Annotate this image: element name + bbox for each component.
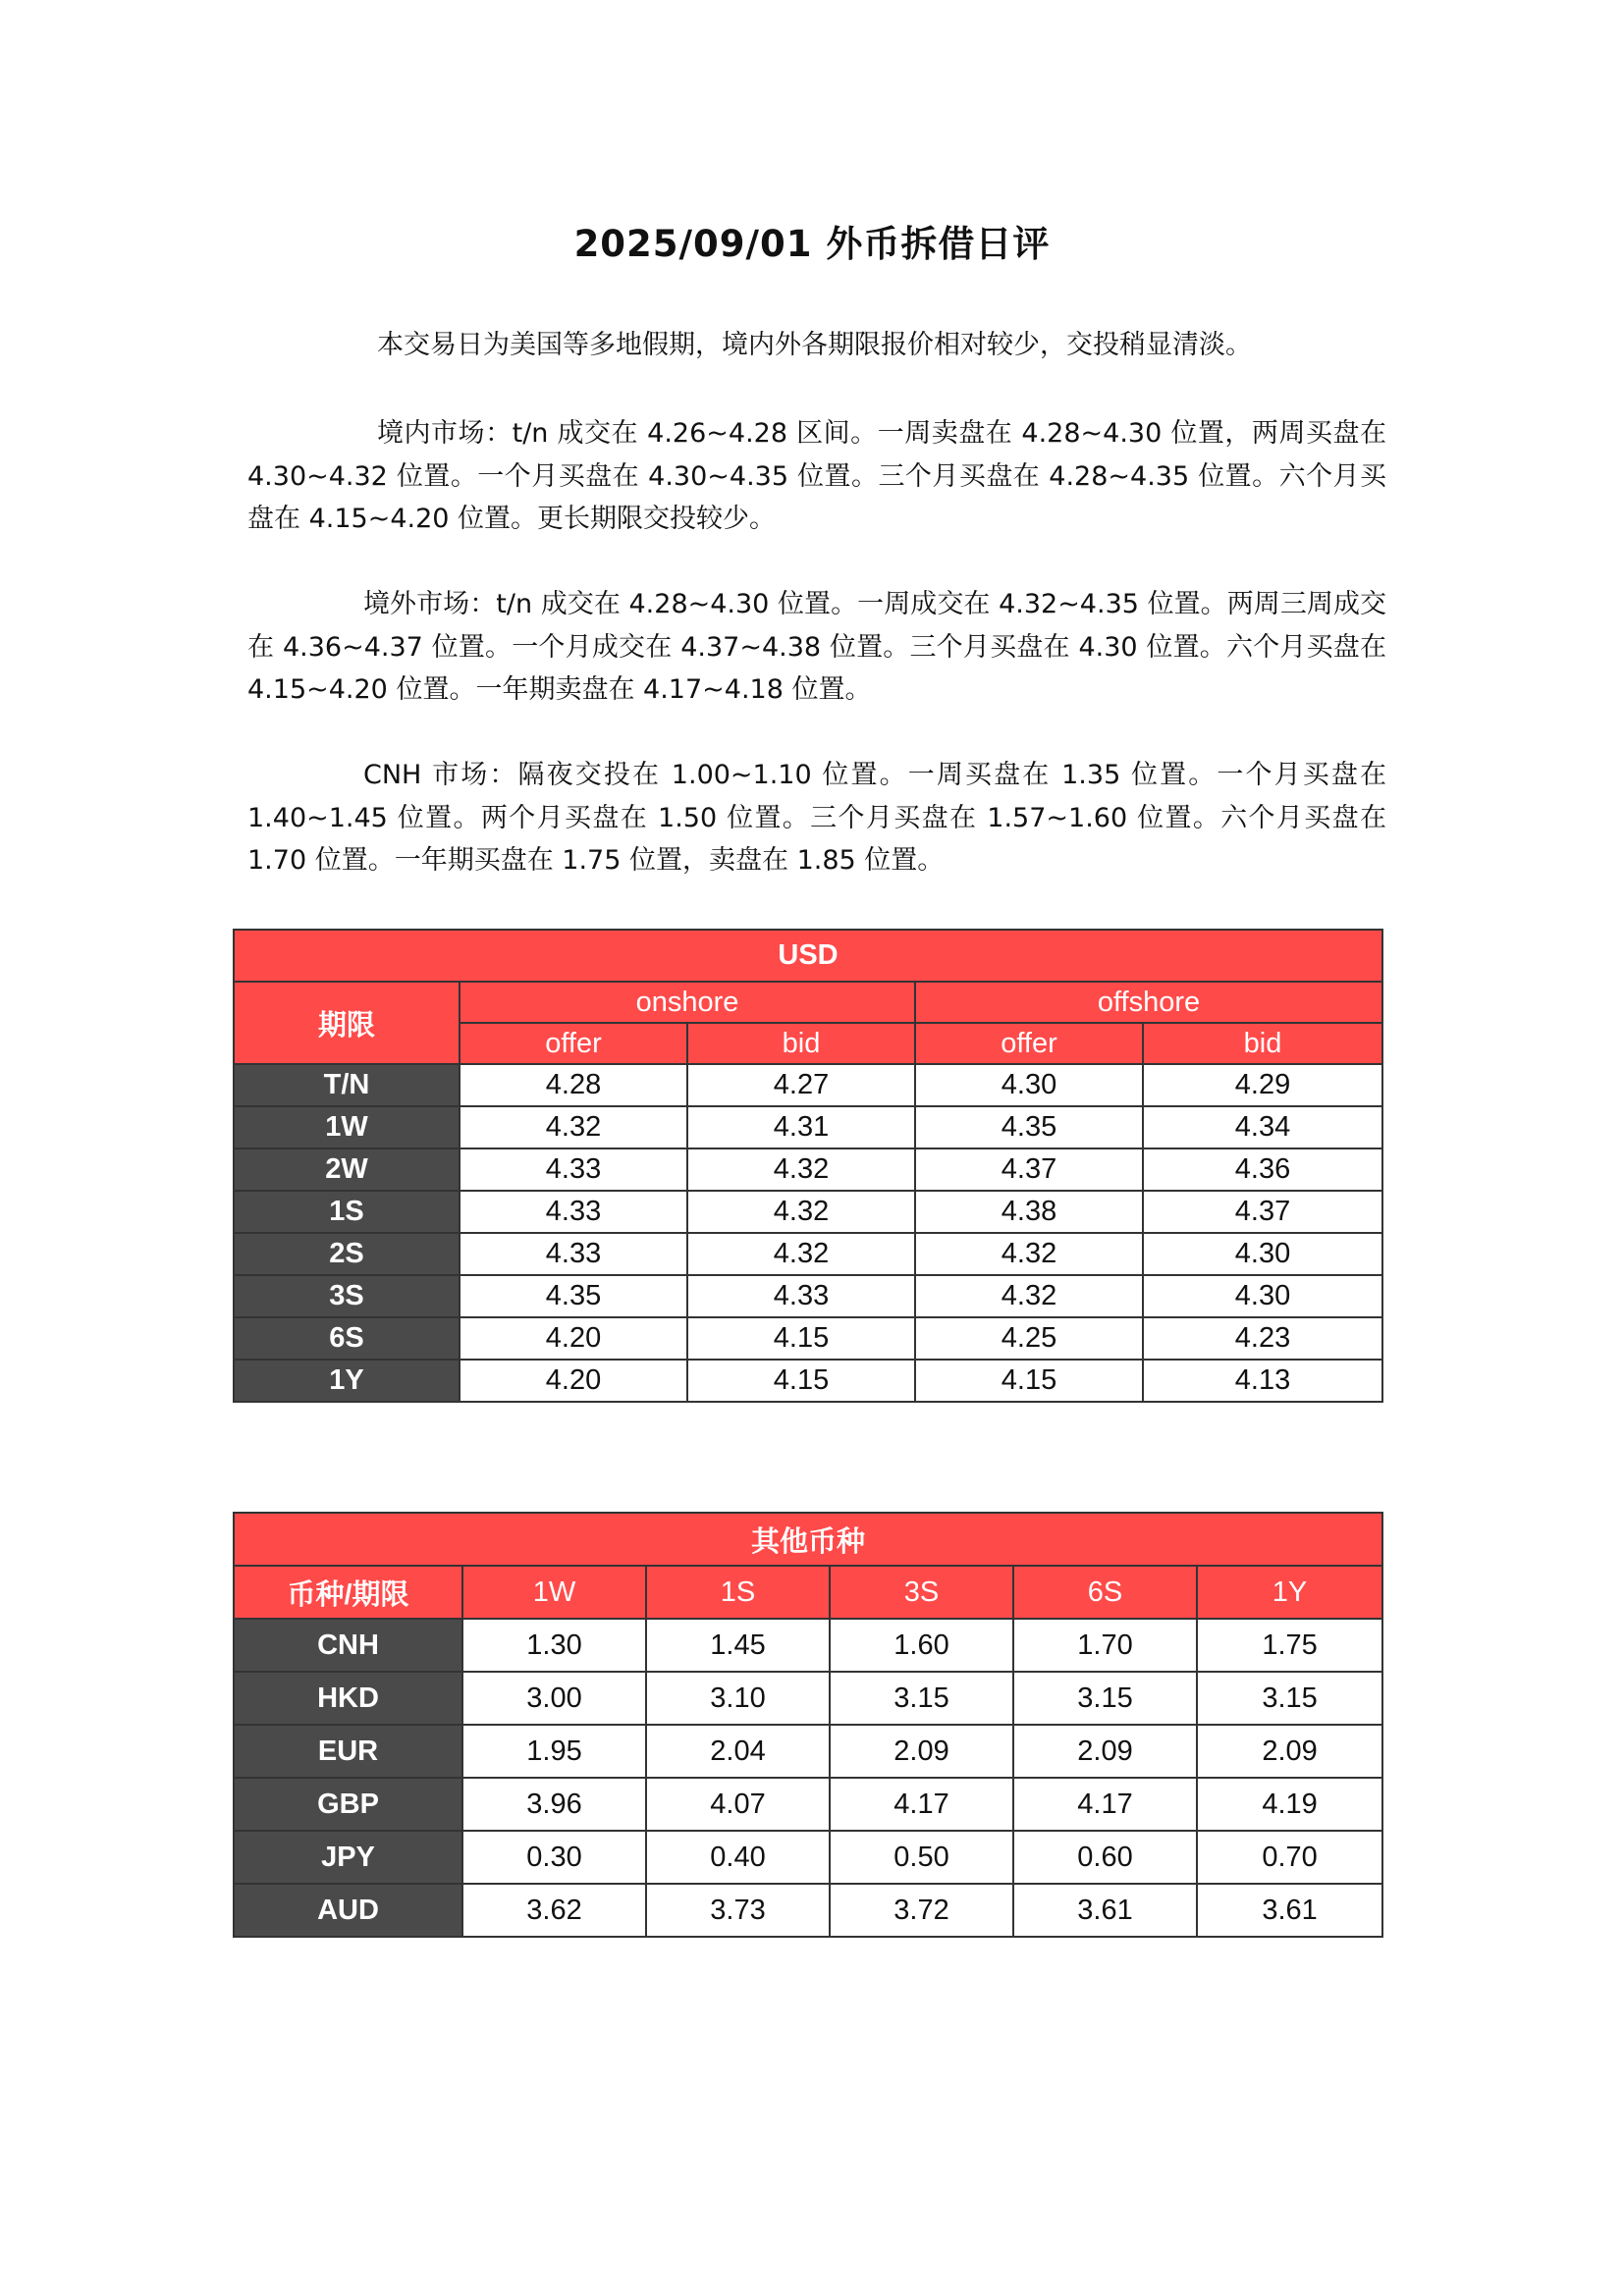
currency-label: JPY [234, 1831, 462, 1884]
rate-cell: 4.30 [1143, 1275, 1382, 1317]
rate-cell: 4.38 [915, 1191, 1143, 1233]
rate-cell: 2.09 [830, 1725, 1013, 1778]
column-header: 1W [462, 1566, 646, 1619]
offshore-header: offshore [915, 982, 1382, 1023]
tenor-header: 期限 [234, 982, 460, 1064]
rate-cell: 3.15 [830, 1672, 1013, 1725]
table-row [234, 1831, 1382, 1884]
page-title: 2025/09/01 外币拆借日评 [573, 223, 1051, 265]
rate-cell: 4.33 [687, 1275, 915, 1317]
summary-paragraph: 本交易日为美国等多地假期，境内外各期限报价相对较少，交投稍显清淡。 [377, 330, 1252, 360]
rate-cell: 0.40 [646, 1831, 830, 1884]
tenor-label: 2S [234, 1233, 460, 1275]
currency-tenor-header: 币种/期限 [234, 1566, 462, 1619]
rate-cell: 4.15 [687, 1317, 915, 1360]
onshore-offer-header: offer [460, 1023, 687, 1064]
table-row [234, 1619, 1382, 1672]
rate-cell: 3.15 [1013, 1672, 1197, 1725]
rate-cell: 3.61 [1013, 1884, 1197, 1937]
rate-cell: 4.33 [460, 1191, 687, 1233]
table-row [234, 1778, 1382, 1831]
rate-cell: 3.96 [462, 1778, 646, 1831]
rate-cell: 4.31 [687, 1106, 915, 1148]
rate-cell: 4.32 [915, 1275, 1143, 1317]
tenor-label: 6S [234, 1317, 460, 1360]
rate-cell: 4.33 [460, 1233, 687, 1275]
rate-cell: 4.35 [915, 1106, 1143, 1148]
tenor-label: T/N [234, 1064, 460, 1106]
rate-cell: 1.70 [1013, 1619, 1197, 1672]
rate-cell: 1.75 [1197, 1619, 1382, 1672]
currency-label: GBP [234, 1778, 462, 1831]
table-row [234, 1725, 1382, 1778]
onshore-market-paragraph: 境内市场：t/n 成交在 4.26~4.28 区间。一周卖盘在 4.28~4.30 位置，两周买盘在 4.30~4.32 位置。一个月买盘在 4.30~4.35 位置。三个月买盘在 4.28~4.35 位置。六个月买盘在 4.15~4.20 位置。更长期限交投较少。 [247, 418, 1386, 534]
rate-cell: 4.07 [646, 1778, 830, 1831]
rate-cell: 4.19 [1197, 1778, 1382, 1831]
rate-cell: 4.17 [830, 1778, 1013, 1831]
rate-cell: 2.04 [646, 1725, 830, 1778]
rate-cell: 4.13 [1143, 1360, 1382, 1402]
rate-cell: 3.73 [646, 1884, 830, 1937]
table-row [234, 1672, 1382, 1725]
rate-cell: 4.32 [687, 1148, 915, 1191]
rate-cell: 4.35 [460, 1275, 687, 1317]
rate-cell: 4.17 [1013, 1778, 1197, 1831]
rate-cell: 4.29 [1143, 1064, 1382, 1106]
rate-cell: 0.60 [1013, 1831, 1197, 1884]
column-header: 1Y [1197, 1566, 1382, 1619]
rate-cell: 4.20 [460, 1360, 687, 1402]
table-row [234, 1106, 1382, 1148]
rate-cell: 4.34 [1143, 1106, 1382, 1148]
table-row [234, 1317, 1382, 1360]
rate-cell: 3.72 [830, 1884, 1013, 1937]
rate-cell: 3.10 [646, 1672, 830, 1725]
onshore-header: onshore [460, 982, 915, 1023]
onshore-bid-header: bid [687, 1023, 915, 1064]
rate-cell: 2.09 [1013, 1725, 1197, 1778]
rate-cell: 4.37 [915, 1148, 1143, 1191]
tenor-label: 1S [234, 1191, 460, 1233]
tenor-label: 2W [234, 1148, 460, 1191]
offshore-bid-header: bid [1143, 1023, 1382, 1064]
other-table-title: 其他币种 [234, 1513, 1382, 1566]
rate-cell: 4.32 [687, 1191, 915, 1233]
offshore-market-paragraph: 境外市场：t/n 成交在 4.28~4.30 位置。一周成交在 4.32~4.35 位置。两周三周成交在 4.36~4.37 位置。一个月成交在 4.37~4.38 位置。三个月买盘在 4.30 位置。六个月买盘在 4.15~4.20 位置。一年期卖盘在 4.17~4.18 位置。 [247, 589, 1386, 705]
rate-cell: 4.32 [915, 1233, 1143, 1275]
rate-cell: 0.50 [830, 1831, 1013, 1884]
rate-cell: 4.27 [687, 1064, 915, 1106]
rate-cell: 0.70 [1197, 1831, 1382, 1884]
rate-cell: 0.30 [462, 1831, 646, 1884]
rate-cell: 3.62 [462, 1884, 646, 1937]
rate-cell: 4.33 [460, 1148, 687, 1191]
rate-cell: 4.28 [460, 1064, 687, 1106]
table-row [234, 1064, 1382, 1106]
column-header: 6S [1013, 1566, 1197, 1619]
rate-cell: 4.30 [1143, 1233, 1382, 1275]
column-header: 3S [830, 1566, 1013, 1619]
rate-cell: 4.15 [915, 1360, 1143, 1402]
usd-rates-table [233, 929, 1383, 1403]
table-row [234, 1233, 1382, 1275]
other-currencies-table [233, 1512, 1383, 1938]
rate-cell: 4.36 [1143, 1148, 1382, 1191]
rate-cell: 4.25 [915, 1317, 1143, 1360]
rate-cell: 4.32 [687, 1233, 915, 1275]
table-row [234, 1275, 1382, 1317]
rate-cell: 4.23 [1143, 1317, 1382, 1360]
currency-label: CNH [234, 1619, 462, 1672]
rate-cell: 1.45 [646, 1619, 830, 1672]
tenor-label: 1W [234, 1106, 460, 1148]
rate-cell: 1.30 [462, 1619, 646, 1672]
table-row [234, 1191, 1382, 1233]
rate-cell: 4.15 [687, 1360, 915, 1402]
rate-cell: 3.61 [1197, 1884, 1382, 1937]
usd-table-title: USD [234, 930, 1382, 982]
rate-cell: 1.60 [830, 1619, 1013, 1672]
cnh-market-paragraph: CNH 市场：隔夜交投在 1.00~1.10 位置。一周买盘在 1.35 位置。一个月买盘在 1.40~1.45 位置。两个月买盘在 1.50 位置。三个月买盘在 1.57~1.60 位置。六个月买盘在 1.70 位置。一年期买盘在 1.75 位置，卖盘在 1.85 位置。 [247, 760, 1386, 876]
rate-cell: 3.15 [1197, 1672, 1382, 1725]
currency-label: AUD [234, 1884, 462, 1937]
table-row [234, 1884, 1382, 1937]
table-row [234, 1148, 1382, 1191]
rate-cell: 3.00 [462, 1672, 646, 1725]
table-row [234, 1360, 1382, 1402]
tenor-label: 1Y [234, 1360, 460, 1402]
tenor-label: 3S [234, 1275, 460, 1317]
column-header: 1S [646, 1566, 830, 1619]
rate-cell: 2.09 [1197, 1725, 1382, 1778]
rate-cell: 1.95 [462, 1725, 646, 1778]
offshore-offer-header: offer [915, 1023, 1143, 1064]
currency-label: HKD [234, 1672, 462, 1725]
rate-cell: 4.20 [460, 1317, 687, 1360]
rate-cell: 4.37 [1143, 1191, 1382, 1233]
rate-cell: 4.30 [915, 1064, 1143, 1106]
rate-cell: 4.32 [460, 1106, 687, 1148]
currency-label: EUR [234, 1725, 462, 1778]
